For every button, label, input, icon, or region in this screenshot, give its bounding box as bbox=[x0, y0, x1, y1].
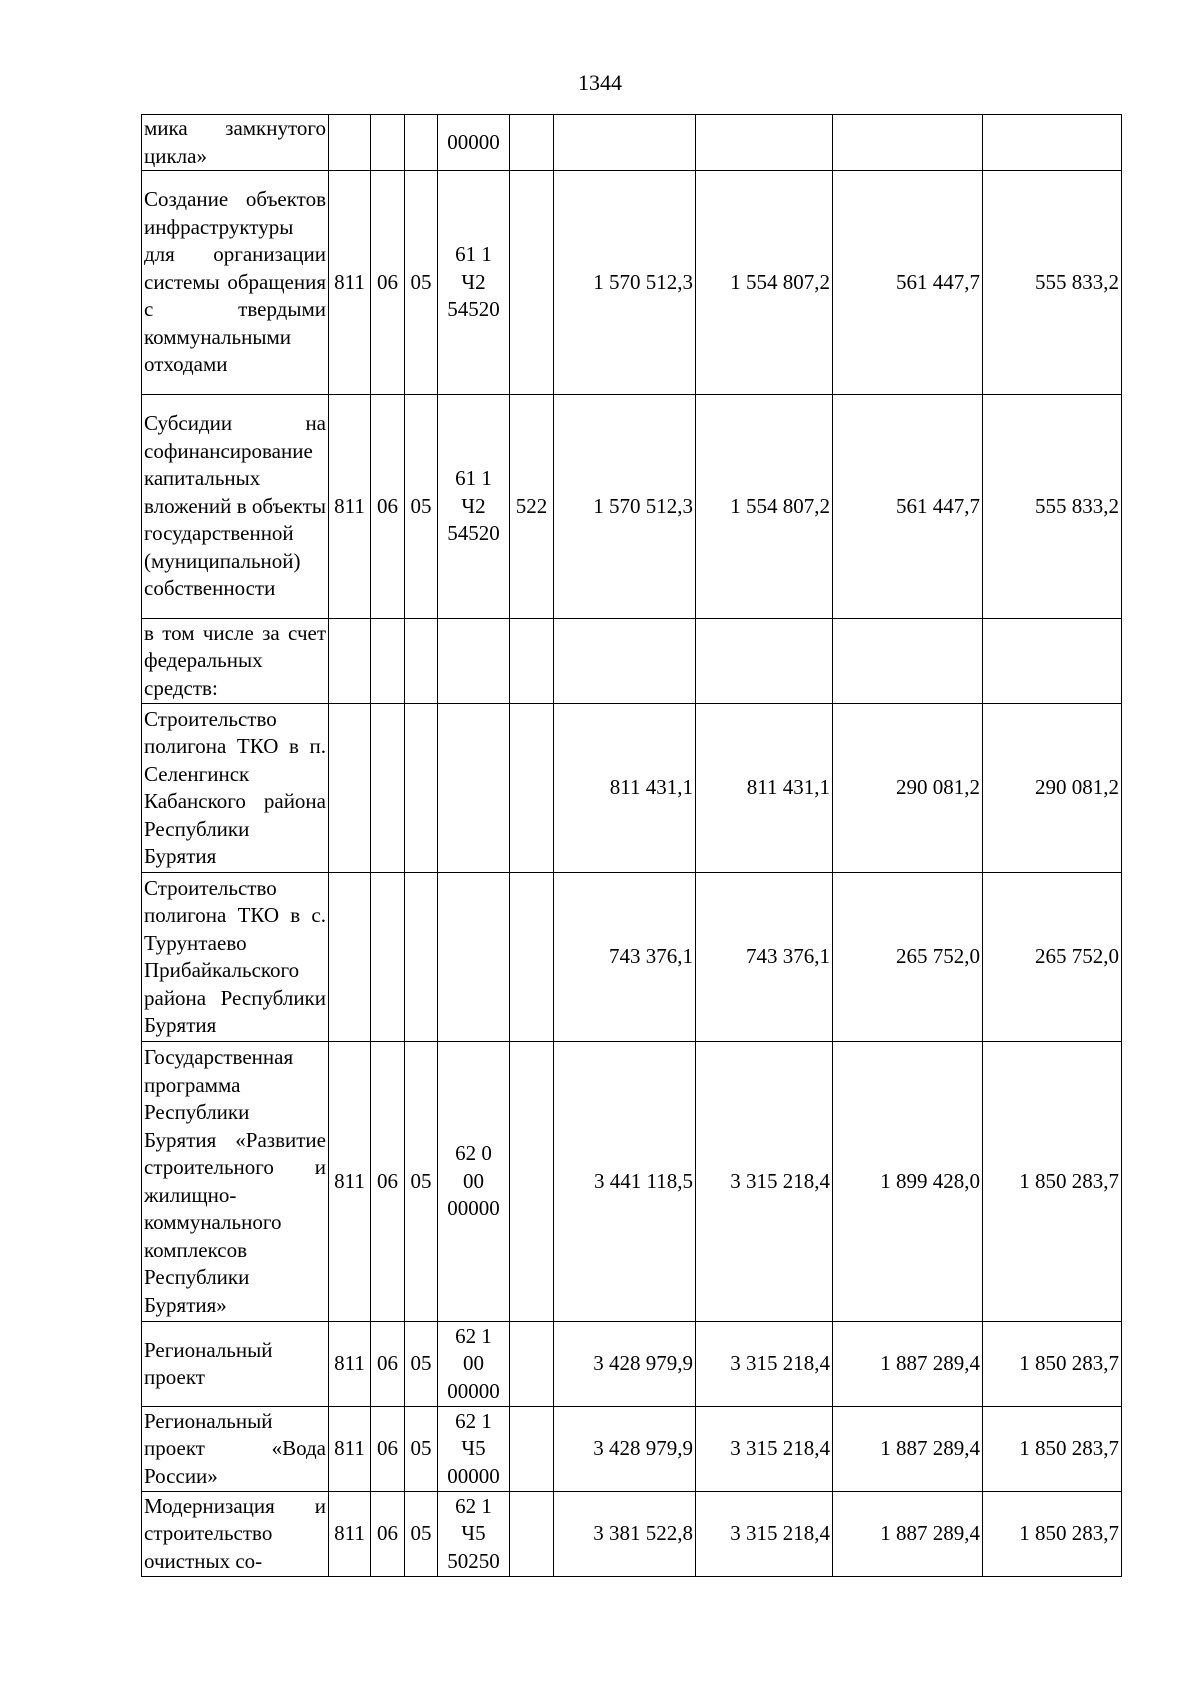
amount-2: 1 554 807,2 bbox=[696, 395, 833, 619]
table-row bbox=[142, 395, 1122, 619]
amount-3: 561 447,7 bbox=[833, 171, 983, 395]
section-code bbox=[371, 873, 405, 1042]
amount-4: 555 833,2 bbox=[983, 395, 1122, 619]
subsection-code bbox=[405, 619, 438, 704]
row-name: Региональный проект «Вода России» bbox=[142, 1407, 329, 1492]
table-row bbox=[142, 1322, 1122, 1407]
target-article-code-part: 54520 bbox=[447, 521, 500, 546]
section-code: 06 bbox=[371, 1407, 405, 1492]
amount-1: 3 381 522,8 bbox=[554, 1492, 696, 1577]
expense-type-code bbox=[510, 1492, 554, 1577]
target-article-code bbox=[438, 115, 510, 171]
section-code bbox=[371, 704, 405, 873]
expense-type-code bbox=[510, 873, 554, 1042]
amount-4 bbox=[983, 115, 1122, 171]
target-article-code-part: 00000 bbox=[447, 1378, 500, 1403]
ministry-code: 811 bbox=[329, 395, 371, 619]
amount-4 bbox=[983, 619, 1122, 704]
row-name: мика замкнутого цикла» bbox=[142, 115, 329, 171]
amount-2: 743 376,1 bbox=[696, 873, 833, 1042]
target-article-code bbox=[438, 395, 510, 619]
amount-1: 811 431,1 bbox=[554, 704, 696, 873]
amount-1 bbox=[554, 619, 696, 704]
amount-3: 1 887 289,4 bbox=[833, 1492, 983, 1577]
target-article-code bbox=[438, 619, 510, 704]
target-article-code bbox=[438, 873, 510, 1042]
amount-3: 265 752,0 bbox=[833, 873, 983, 1042]
subsection-code bbox=[405, 704, 438, 873]
row-name: Модернизация и строительство очистных со- bbox=[142, 1492, 329, 1577]
row-name: Строительство полигона ТКО в п. Селенгинск Кабанского района Республики Бурятия bbox=[142, 704, 329, 873]
amount-2: 1 554 807,2 bbox=[696, 171, 833, 395]
target-article-code-part: 62 0 bbox=[455, 1141, 492, 1166]
amount-1: 3 441 118,5 bbox=[554, 1042, 696, 1322]
amount-3: 290 081,2 bbox=[833, 704, 983, 873]
amount-3: 1 887 289,4 bbox=[833, 1322, 983, 1407]
amount-3: 561 447,7 bbox=[833, 395, 983, 619]
row-name: Создание объектов инфраструктуры для организации системы обращения с твердыми коммунальными отходами bbox=[142, 171, 329, 395]
table-row bbox=[142, 619, 1122, 704]
expense-type-code bbox=[510, 619, 554, 704]
amount-4: 290 081,2 bbox=[983, 704, 1122, 873]
section-code: 06 bbox=[371, 171, 405, 395]
target-article-code-part: 61 1 bbox=[455, 466, 492, 491]
amount-1: 1 570 512,3 bbox=[554, 171, 696, 395]
expense-type-code bbox=[510, 1042, 554, 1322]
target-article-code-part: 54520 bbox=[447, 297, 500, 322]
row-name: Региональный проект bbox=[142, 1322, 329, 1407]
table-row bbox=[142, 115, 1122, 171]
row-name: Субсидии на софинансирование капитальных вложений в объекты государственной (муниципальной) собственности bbox=[142, 395, 329, 619]
subsection-code: 05 bbox=[405, 1407, 438, 1492]
table-row bbox=[142, 171, 1122, 395]
ministry-code: 811 bbox=[329, 1042, 371, 1322]
subsection-code: 05 bbox=[405, 1492, 438, 1577]
expense-type-code bbox=[510, 1407, 554, 1492]
target-article-code-part: 50250 bbox=[447, 1548, 500, 1573]
subsection-code bbox=[405, 115, 438, 171]
amount-1: 3 428 979,9 bbox=[554, 1407, 696, 1492]
section-code bbox=[371, 115, 405, 171]
target-article-code-part: Ч2 bbox=[461, 269, 486, 294]
row-name: в том числе за счет федеральных средств: bbox=[142, 619, 329, 704]
amount-4: 1 850 283,7 bbox=[983, 1492, 1122, 1577]
target-article-code-part: 00000 bbox=[447, 1196, 500, 1221]
subsection-code: 05 bbox=[405, 1042, 438, 1322]
amount-3: 1 887 289,4 bbox=[833, 1407, 983, 1492]
amount-4: 1 850 283,7 bbox=[983, 1042, 1122, 1322]
section-code: 06 bbox=[371, 1492, 405, 1577]
target-article-code-part: Ч5 bbox=[461, 1521, 486, 1546]
target-article-code-part: 62 1 bbox=[455, 1493, 492, 1518]
ministry-code: 811 bbox=[329, 171, 371, 395]
row-name: Государственная программа Республики Бурятия «Развитие строительного и жилищно-коммунального комплексов Республики Бурятия» bbox=[142, 1042, 329, 1322]
expense-type-code: 522 bbox=[510, 395, 554, 619]
amount-2: 3 315 218,4 bbox=[696, 1492, 833, 1577]
ministry-code bbox=[329, 619, 371, 704]
ministry-code bbox=[329, 115, 371, 171]
target-article-code-part: 62 1 bbox=[455, 1408, 492, 1433]
section-code: 06 bbox=[371, 1042, 405, 1322]
subsection-code: 05 bbox=[405, 1322, 438, 1407]
amount-2: 3 315 218,4 bbox=[696, 1042, 833, 1322]
amount-2: 3 315 218,4 bbox=[696, 1322, 833, 1407]
subsection-code: 05 bbox=[405, 395, 438, 619]
amount-4: 1 850 283,7 bbox=[983, 1407, 1122, 1492]
amount-3 bbox=[833, 115, 983, 171]
amount-3 bbox=[833, 619, 983, 704]
ministry-code bbox=[329, 704, 371, 873]
table-row bbox=[142, 1407, 1122, 1492]
amount-3: 1 899 428,0 bbox=[833, 1042, 983, 1322]
amount-4: 265 752,0 bbox=[983, 873, 1122, 1042]
target-article-code-part: Ч2 bbox=[461, 493, 486, 518]
amount-1 bbox=[554, 115, 696, 171]
target-article-code-part: Ч5 bbox=[461, 1436, 486, 1461]
page-number: 1344 bbox=[578, 70, 622, 95]
ministry-code bbox=[329, 873, 371, 1042]
section-code bbox=[371, 619, 405, 704]
amount-2: 811 431,1 bbox=[696, 704, 833, 873]
amount-1: 1 570 512,3 bbox=[554, 395, 696, 619]
target-article-code-part: 00 bbox=[463, 1351, 484, 1376]
ministry-code: 811 bbox=[329, 1407, 371, 1492]
amount-1: 743 376,1 bbox=[554, 873, 696, 1042]
expense-type-code bbox=[510, 115, 554, 171]
section-code: 06 bbox=[371, 1322, 405, 1407]
amount-2 bbox=[696, 619, 833, 704]
section-code: 06 bbox=[371, 395, 405, 619]
target-article-code bbox=[438, 704, 510, 873]
table-row bbox=[142, 1042, 1122, 1322]
target-article-code-part: 00000 bbox=[447, 129, 500, 154]
budget-table bbox=[141, 114, 1122, 1577]
ministry-code: 811 bbox=[329, 1322, 371, 1407]
subsection-code: 05 bbox=[405, 171, 438, 395]
target-article-code bbox=[438, 1322, 510, 1407]
target-article-code bbox=[438, 171, 510, 395]
row-name: Строительство полигона ТКО в с. Турунтаево Прибайкальского района Республики Бурятия bbox=[142, 873, 329, 1042]
expense-type-code bbox=[510, 1322, 554, 1407]
amount-4: 555 833,2 bbox=[983, 171, 1122, 395]
target-article-code-part: 62 1 bbox=[455, 1323, 492, 1348]
target-article-code bbox=[438, 1407, 510, 1492]
amount-2 bbox=[696, 115, 833, 171]
expense-type-code bbox=[510, 171, 554, 395]
table-row bbox=[142, 1492, 1122, 1577]
target-article-code-part: 00000 bbox=[447, 1463, 500, 1488]
amount-2: 3 315 218,4 bbox=[696, 1407, 833, 1492]
subsection-code bbox=[405, 873, 438, 1042]
target-article-code-part: 61 1 bbox=[455, 242, 492, 267]
table-row bbox=[142, 704, 1122, 873]
ministry-code: 811 bbox=[329, 1492, 371, 1577]
target-article-code-part: 00 bbox=[463, 1168, 484, 1193]
target-article-code bbox=[438, 1492, 510, 1577]
amount-1: 3 428 979,9 bbox=[554, 1322, 696, 1407]
amount-4: 1 850 283,7 bbox=[983, 1322, 1122, 1407]
target-article-code bbox=[438, 1042, 510, 1322]
table-row bbox=[142, 873, 1122, 1042]
expense-type-code bbox=[510, 704, 554, 873]
